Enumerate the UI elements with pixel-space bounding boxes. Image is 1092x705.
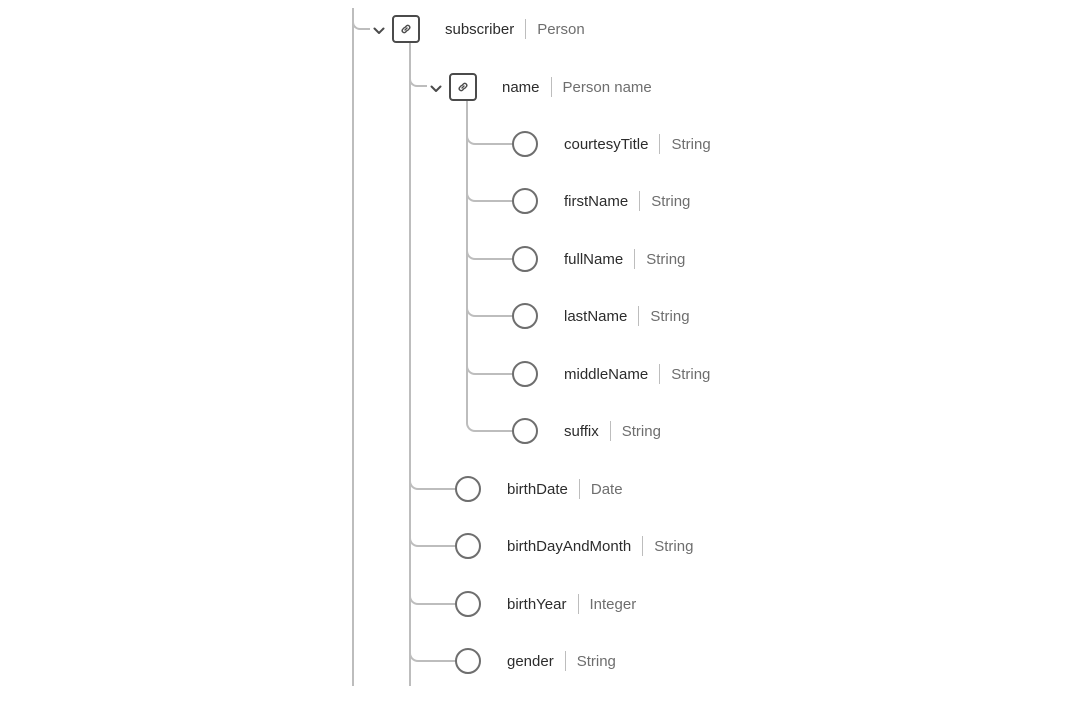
tree-node-birthYear[interactable] [455, 589, 636, 619]
divider [578, 594, 579, 614]
divider [639, 191, 640, 211]
field-type: Person [537, 20, 585, 38]
field-type: String [646, 250, 686, 268]
field-type: String [650, 307, 690, 325]
tree-guide-line [352, 8, 354, 686]
chevron-down-icon[interactable] [372, 24, 386, 38]
divider [642, 536, 643, 556]
tree-node-name[interactable] [449, 72, 652, 102]
divider [551, 77, 552, 97]
field-name: middleName [564, 365, 649, 383]
field-type: Integer [589, 595, 637, 613]
tree-node-subscriber[interactable] [392, 14, 585, 44]
tree-connector [409, 527, 457, 547]
divider [638, 306, 639, 326]
field-type: String [621, 422, 661, 440]
tree-node-middleName[interactable] [512, 359, 710, 389]
field-type: String [654, 537, 694, 555]
tree-connector [409, 585, 457, 605]
field-name: name [502, 78, 540, 96]
divider [525, 19, 526, 39]
field-type: Date [590, 480, 623, 498]
tree-node-gender[interactable] [455, 646, 616, 676]
field-node-circle [455, 533, 481, 559]
link-icon [449, 73, 477, 101]
field-type: String [671, 135, 711, 153]
field-node-circle [512, 418, 538, 444]
field-node-circle [455, 648, 481, 674]
field-name: firstName [564, 192, 629, 210]
tree-connector [409, 470, 457, 490]
field-type: String [576, 652, 616, 670]
field-node-circle [512, 188, 538, 214]
field-name: gender [507, 652, 554, 670]
field-type: Person name [562, 78, 652, 96]
divider [659, 364, 660, 384]
field-type: String [651, 192, 691, 210]
field-name: birthYear [507, 595, 567, 613]
tree-node-birthDate[interactable] [455, 474, 623, 504]
divider [634, 249, 635, 269]
tree-node-firstName[interactable] [512, 186, 690, 216]
tree-node-birthDayAndMonth[interactable] [455, 531, 693, 561]
field-name: birthDayAndMonth [507, 537, 632, 555]
field-name: fullName [564, 250, 624, 268]
tree-connector [466, 100, 514, 432]
field-node-circle [512, 361, 538, 387]
tree-node-lastName[interactable] [512, 301, 690, 331]
tree-node-suffix[interactable] [512, 416, 661, 446]
divider [579, 479, 580, 499]
tree-node-fullName[interactable] [512, 244, 685, 274]
field-node-circle [455, 591, 481, 617]
tree-node-courtesyTitle[interactable] [512, 129, 711, 159]
divider [610, 421, 611, 441]
tree-connector [352, 22, 370, 30]
tree-connector [409, 79, 427, 87]
link-icon [392, 15, 420, 43]
field-type: String [671, 365, 711, 383]
field-name: suffix [564, 422, 599, 440]
divider [659, 134, 660, 154]
divider [565, 651, 566, 671]
field-node-circle [512, 131, 538, 157]
tree-connector [409, 642, 457, 662]
field-name: birthDate [507, 480, 568, 498]
field-name: lastName [564, 307, 628, 325]
field-node-circle [512, 303, 538, 329]
field-name: courtesyTitle [564, 135, 649, 153]
chevron-down-icon[interactable] [429, 82, 443, 96]
field-node-circle [512, 246, 538, 272]
field-node-circle [455, 476, 481, 502]
field-name: subscriber [445, 20, 515, 38]
